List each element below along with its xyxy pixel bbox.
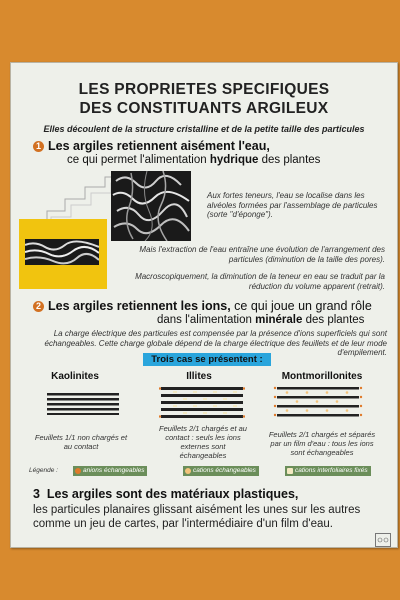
compacted-structure-photo (25, 239, 99, 265)
section3-text: les particules planaires glissant aisément les unes sur les autres comme un jeu de cartes, par l'intermédiaire d'un film d'eau. (33, 504, 361, 530)
illite-layers-diagram (159, 385, 245, 419)
legend-fixed-cations-label: cations interfoliaires fixés (295, 467, 368, 474)
section2-line2-bold: minérale (255, 314, 303, 326)
section1-subheading (67, 154, 320, 166)
poster-title-line2: DES CONSTITUANTS ARGILEUX (79, 100, 329, 117)
section1-heading (33, 139, 270, 153)
three-cases-band: Trois cas se présentent : (143, 353, 271, 366)
legend-label: Légende : (29, 467, 58, 474)
section1-note-extraction: Mais l'extraction de l'eau entraîne une évolution de l'arrangement des particules (diminution de la taille des pores). (139, 245, 385, 264)
kaolinite-layers-diagram (47, 393, 119, 415)
montmorillonite-caption: Feuillets 2/1 chargés et séparés par un film d'eau : tous les ions sont échangeables (268, 430, 376, 457)
legend-cations-label: cations échangeables (193, 467, 256, 474)
section1-title: Les argiles retiennent aisément l'eau, (48, 139, 270, 153)
section1-line2-pre: ce qui permet l'alimentation (67, 154, 210, 166)
sponge-structure-photo (111, 171, 191, 241)
section2-title-cont: ce qui joue un grand rôle (230, 299, 372, 313)
section3-heading (33, 487, 298, 501)
section1-note-sponge: Aux fortes teneurs, l'eau se localise dans les alvéoles formées par l'assemblage de particules (sorte "d'éponge"). (207, 191, 378, 219)
clay-name-illites: Illites (186, 371, 212, 382)
montmorillonite-layers-diagram (273, 385, 363, 421)
section1-number: 1 (33, 141, 44, 152)
legend-row (29, 466, 389, 476)
section2-subheading (157, 314, 364, 326)
clay-name-kaolinites: Kaolinites (51, 371, 99, 382)
legend-cations (183, 466, 259, 476)
clay-name-montmorillonites: Montmorillonites (281, 371, 363, 382)
section2-note: La charge électrique des particules est compensée par la présence d'ions superficiels qui sont échangeables. Cette charge globale dépend de la charge électrique des feuillets et de leur mode d'empilement. (44, 329, 387, 357)
kaolinite-caption: Feuillets 1/1 non chargés et au contact (34, 433, 128, 451)
anion-dot-icon (75, 468, 81, 474)
section1-note-retraction: Macroscopiquement, la diminution de la teneur en eau se traduit par la réduction du volume apparent (retrait). (135, 272, 385, 291)
compacted-texture-graphic (25, 239, 99, 265)
section2-line2-pre: dans l'alimentation (157, 314, 256, 326)
section2-heading (33, 299, 372, 313)
legend-anions (73, 466, 147, 476)
sponge-texture-graphic (111, 171, 191, 241)
section1-line2-bold: hydrique (209, 154, 259, 166)
section2-title: Les argiles retiennent les ions, (48, 299, 231, 313)
legend-anions-label: anions échangeables (83, 467, 145, 474)
fixed-cation-icon (287, 468, 293, 474)
poster-board (10, 62, 398, 548)
illite-caption: Feuillets 2/1 chargés et au contact : seuls les ions externes sont échangeables (159, 424, 247, 460)
section2-number: 2 (33, 301, 44, 312)
section3-number: 3 (33, 487, 40, 501)
poster-title-line1: LES PROPRIETES SPECIFIQUES (78, 81, 330, 98)
section1-line2-post: des plantes (258, 154, 321, 166)
stamp-logo-graphic (376, 534, 390, 546)
stamp-logo (375, 533, 391, 547)
legend-fixed-cations (285, 466, 371, 476)
section3-title: Les argiles sont des matériaux plastiques, (46, 487, 299, 501)
cation-dot-icon (185, 468, 191, 474)
section2-line2-post: des plantes (302, 314, 365, 326)
poster-subtitle: Elles découlent de la structure cristalline et de la petite taille des particules (43, 124, 365, 134)
